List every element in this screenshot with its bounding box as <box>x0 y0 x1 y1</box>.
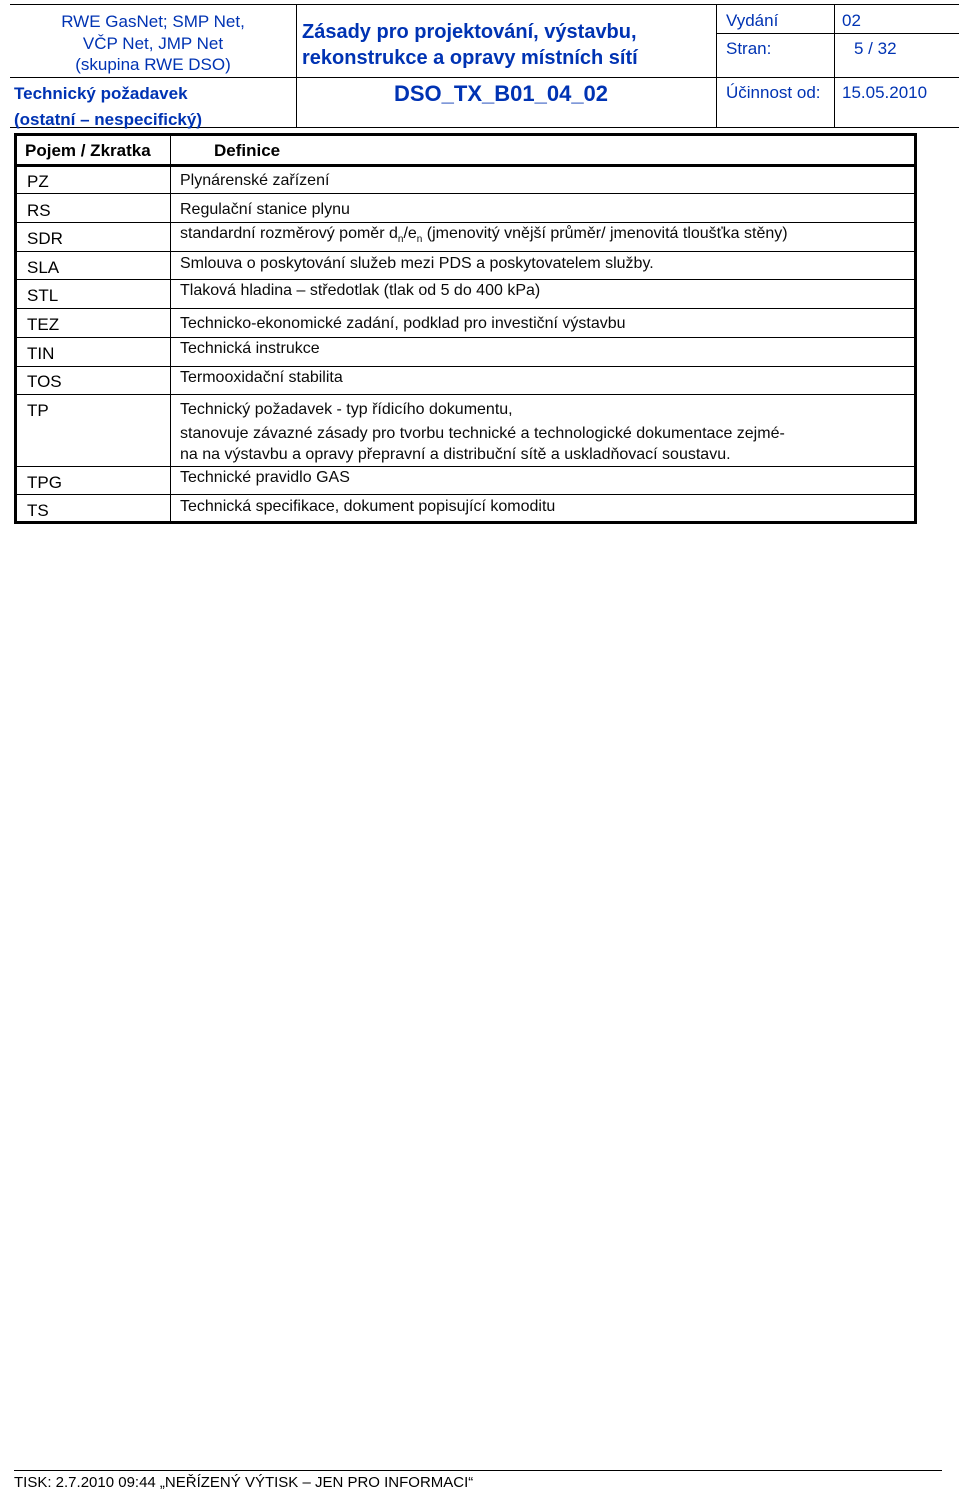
row-divider <box>17 251 914 252</box>
definition-text: (jmenovitý vnější průměr/ jmenovitá tloušťka stěny) <box>422 225 788 242</box>
column-header-definition: Definice <box>214 141 281 160</box>
document-code: DSO_TX_B01_04_02 <box>394 81 609 106</box>
header-divider <box>716 5 717 127</box>
term-cell: TPG <box>27 473 62 492</box>
definition-cell: Plynárenské zařízení <box>180 172 330 189</box>
header-divider <box>716 33 959 34</box>
definition-text: /e <box>403 225 417 242</box>
term-cell: SLA <box>27 258 60 277</box>
abbreviation-table <box>14 133 917 524</box>
row-divider <box>17 366 914 367</box>
term-cell: RS <box>27 201 51 220</box>
definition-cell: Tlaková hladina – středotlak (tlak od 5 do 400 kPa) <box>180 282 541 299</box>
term-cell: TP <box>27 401 49 420</box>
term-cell: TEZ <box>27 315 60 334</box>
org-line-2: VČP Net, JMP Net <box>82 33 224 53</box>
definition-cell <box>180 225 788 245</box>
document-type <box>14 81 202 133</box>
page-value: 5 / 32 <box>854 39 897 58</box>
term-cell: PZ <box>27 172 49 191</box>
row-divider <box>17 337 914 338</box>
term-cell: TS <box>27 501 49 520</box>
column-header-term: Pojem / Zkratka <box>25 141 151 160</box>
definition-cell: Technická instrukce <box>180 340 320 357</box>
row-divider <box>17 394 914 395</box>
row-divider <box>17 494 914 495</box>
title-line-2: rekonstrukce a opravy místních sítí <box>302 47 638 69</box>
footer-divider <box>14 1470 942 1471</box>
definition-cell: Technicko-ekonomické zadání, podklad pro investiční výstavbu <box>180 315 626 332</box>
title-line-1: Zásady pro projektování, výstavbu, <box>302 21 637 43</box>
definition-cell: Termooxidační stabilita <box>180 369 343 386</box>
effective-label: Účinnost od: <box>726 83 821 102</box>
definition-cell-line-2: stanovuje závazné zásady pro tvorbu technické a technologické dokumentace zejmé- <box>180 425 785 442</box>
term-cell: TIN <box>27 344 55 363</box>
header-divider <box>834 5 835 127</box>
page-label: Stran: <box>726 39 772 58</box>
doc-type-line-1: Technický požadavek <box>14 84 188 103</box>
subscript: n <box>416 234 423 246</box>
header-row-divider <box>17 164 914 167</box>
definition-text: standardní rozměrový poměr d <box>180 225 398 242</box>
edition-label: Vydání <box>726 11 779 30</box>
row-divider <box>17 308 914 309</box>
row-divider <box>17 279 914 280</box>
row-divider <box>17 193 914 194</box>
definition-cell: Technické pravidlo GAS <box>180 469 350 486</box>
row-divider <box>17 466 914 467</box>
header-divider <box>10 77 296 78</box>
org-line-1: RWE GasNet; SMP Net, <box>61 12 245 31</box>
org-line-3: (skupina RWE DSO) <box>75 55 231 74</box>
header-divider <box>296 5 297 127</box>
edition-value: 02 <box>842 11 861 30</box>
definition-cell: Smlouva o poskytování služeb mezi PDS a poskytovatelem služby. <box>180 255 654 272</box>
header-divider <box>716 77 959 78</box>
row-divider <box>17 222 914 223</box>
doc-type-line-2: (ostatní – nespecifický) <box>14 110 203 129</box>
document-header <box>10 4 959 128</box>
definition-cell-line-1: Technický požadavek - typ řídicího dokumentu, <box>180 401 513 418</box>
subscript: n <box>397 234 404 246</box>
definition-cell: Regulační stanice plynu <box>180 201 350 218</box>
header-divider <box>296 77 716 78</box>
effective-value: 15.05.2010 <box>842 83 928 102</box>
definition-cell: Technická specifikace, dokument popisující komoditu <box>180 498 556 515</box>
term-cell: SDR <box>27 229 63 248</box>
definition-cell-line-3: na na výstavbu a opravy přepravní a distribuční sítě a uskladňovací soustavu. <box>180 446 731 463</box>
organization-name <box>10 11 296 76</box>
term-cell: STL <box>27 286 59 305</box>
term-cell: TOS <box>27 372 62 391</box>
print-footer: TISK: 2.7.2010 09:44 „NEŘÍZENÝ VÝTISK – JEN PRO INFORMACI“ <box>14 1474 474 1491</box>
document-title <box>302 19 638 71</box>
